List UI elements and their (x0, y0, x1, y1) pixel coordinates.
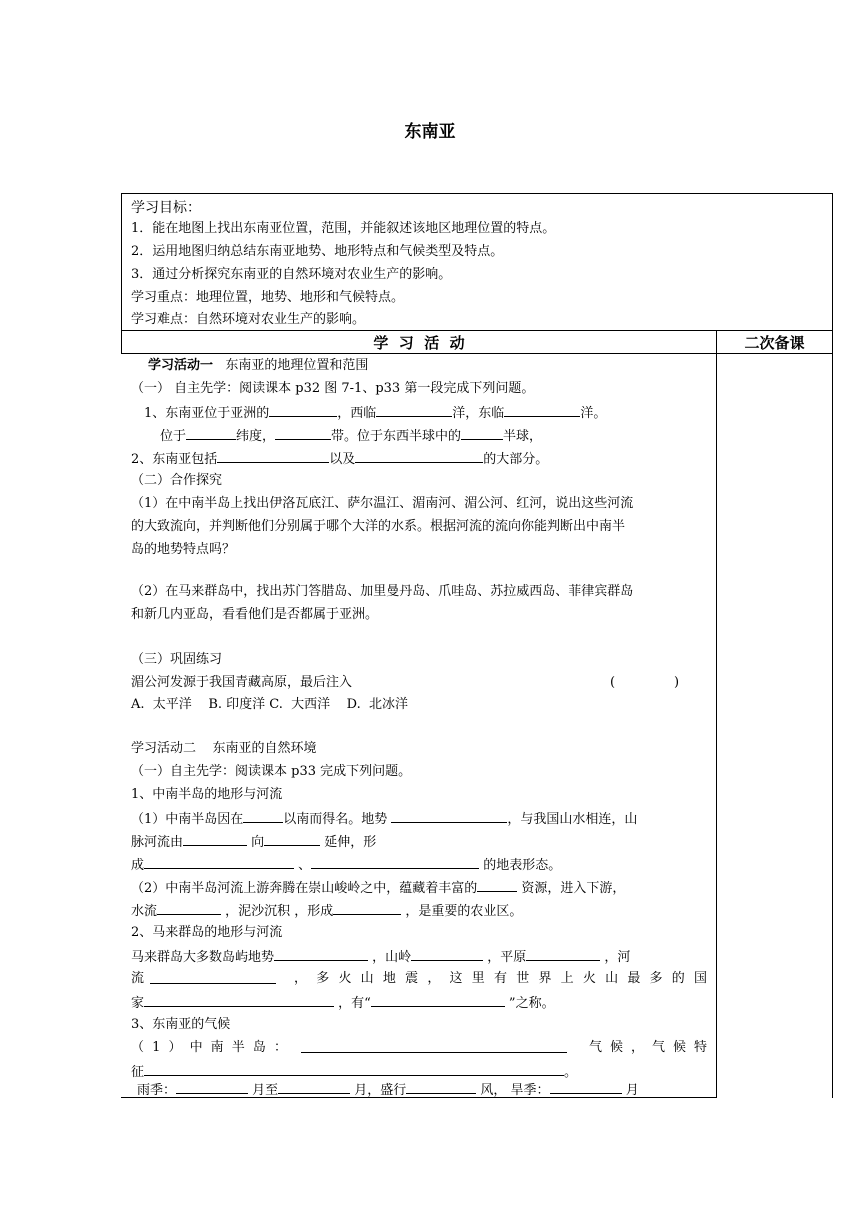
second-prep-header (716, 330, 833, 354)
r1-text-c: ，与我国山水相连，山 (507, 812, 638, 827)
m1-text-c: ，平原 (483, 950, 527, 965)
r4-text-b: 资源，进入下游， (517, 881, 626, 896)
r1-text-b: 以南而得名。地势 (283, 812, 392, 827)
answer-paren-left: ( (610, 675, 616, 690)
r2-text-a: 脉河流由 (131, 835, 184, 850)
answer-blank[interactable] (391, 810, 507, 823)
answer-blank[interactable] (144, 856, 294, 869)
c3-text-d: 风， 旱季： (476, 1083, 550, 1098)
goal-item-1: 1．能在地图上找出东南亚位置，范围，并能叙述该地区地理位置的特点。 (131, 221, 556, 236)
answer-blank[interactable] (376, 404, 452, 417)
c2-text-a: 征 (131, 1065, 145, 1080)
m2-text-b: ，多火山地震，这里有世界上火山最多的国 (294, 971, 707, 986)
q1-text-d: 洋。 (580, 406, 607, 421)
answer-blank[interactable] (311, 856, 479, 869)
column-divider (716, 354, 717, 1098)
q2-text-b: 以及 (329, 452, 356, 467)
c1-text-a: （1）中南半岛： (131, 1040, 287, 1055)
c1-text-b: 气候，气候特 (589, 1040, 707, 1055)
m1-text-b: ，山岭 (368, 950, 412, 965)
q2-text-c: 的大部分。 (483, 452, 549, 467)
m1-text-a: 马来群岛大多数岛屿地势 (131, 950, 275, 965)
a2-malay-row-3 (131, 994, 555, 1012)
key-point: 学习重点：地理位置，地势、地形和气候特点。 (131, 290, 405, 305)
difficult-point: 学习难点：自然环境对农业生产的影响。 (131, 312, 366, 327)
a1-question-1 (144, 404, 606, 422)
a1-para-2-line-1: （2）在马来群岛中，找出苏门答腊岛、加里曼丹岛、爪哇岛、苏拉威西岛、菲律宾群岛 (131, 584, 634, 599)
m3-text-c: ”之称。 (504, 996, 555, 1011)
a1-para-2-line-2: 和新几内亚岛，看看他们是否都属于亚洲。 (131, 607, 379, 622)
answer-blank[interactable] (301, 1040, 567, 1053)
learning-goals-box (121, 193, 833, 330)
c3-text-a: 雨季： (137, 1083, 177, 1098)
answer-blank[interactable] (275, 427, 331, 440)
m3-text-b: ，有“ (334, 996, 371, 1011)
activities-header (121, 330, 716, 354)
a1-cooperative-heading: （二）合作探究 (131, 473, 223, 488)
q1-text-h: 半球， (503, 429, 543, 444)
answer-blank[interactable] (144, 1063, 564, 1076)
a2-heading-2: 2、马来群岛的地形与河流 (131, 925, 283, 940)
a1-para-1-line-2: 的大致流向，并判断他们分别属于哪个大洋的水系。根据河流的流向你能判断出中南半 (131, 519, 626, 534)
r2-text-b: 向 (247, 835, 265, 850)
answer-blank[interactable] (243, 810, 283, 823)
answer-blank[interactable] (217, 450, 329, 463)
answer-blank[interactable] (526, 948, 600, 961)
a1-self-study: （一） 自主先学：阅读课本 p32 图 7-1、p33 第一段完成下列问题。 (131, 381, 535, 396)
r3-text-a: 成 (131, 858, 145, 873)
a1-question-2 (131, 450, 548, 468)
a2-row-5 (131, 902, 522, 920)
answer-blank[interactable] (186, 427, 236, 440)
q1-text-b: ，西临 (337, 406, 377, 421)
a2-row-1 (131, 810, 637, 828)
c3-text-c: 月，盛行 (350, 1083, 407, 1098)
answer-blank[interactable] (550, 1081, 622, 1094)
q1-text-a: 1、东南亚位于亚洲的 (144, 406, 270, 421)
answer-blank[interactable] (278, 1081, 350, 1094)
m3-text-a: 家 (131, 996, 145, 1011)
answer-blank[interactable] (477, 879, 517, 892)
r5-text-a: 水流 (131, 904, 158, 919)
a1-para-1-line-1: （1）在中南半岛上找出伊洛瓦底江、萨尔温江、湄南河、湄公河、红河，说出这些河流 (131, 496, 634, 511)
r3-text-c: 的地表形态。 (479, 858, 562, 873)
a2-malay-row-1 (131, 948, 630, 966)
answer-blank[interactable] (504, 404, 580, 417)
a2-row-3 (131, 856, 561, 874)
a1-question-1-cont (160, 427, 542, 445)
answer-paren-right: ) (674, 675, 680, 690)
answer-blank[interactable] (183, 833, 247, 846)
c3-text-b: 月至 (248, 1083, 279, 1098)
a1-practice-heading: （三）巩固练习 (131, 652, 223, 667)
a1-para-1-line-3: 岛的地势特点吗？ (131, 542, 236, 557)
m1-text-d: ，河 (600, 950, 631, 965)
second-prep-header-label: 二次备课 (744, 333, 805, 352)
a2-climate-row-2 (131, 1063, 577, 1081)
a2-heading-1: 1、中南半岛的地形与河流 (131, 787, 283, 802)
r2-text-c: 延伸，形 (320, 835, 377, 850)
a2-row-2 (131, 833, 376, 851)
c2-text-b: 。 (564, 1065, 578, 1080)
r1-text-a: （1）中南半岛因在 (131, 812, 244, 827)
q1-text-g: 带。位于东西半球中的 (331, 429, 462, 444)
answer-blank[interactable] (269, 404, 337, 417)
q1-text-c: 洋，东临 (452, 406, 505, 421)
answer-blank[interactable] (461, 427, 503, 440)
activity-1-title-rest: 东南亚的地理位置和范围 (225, 358, 369, 373)
right-border (832, 354, 833, 1098)
a1-exercise-options: A. 太平洋 B. 印度洋 C. 大西洋 D. 北冰洋 (131, 697, 409, 712)
answer-blank[interactable] (355, 450, 483, 463)
q2-text-a: 2、东南亚包括 (131, 452, 218, 467)
answer-blank[interactable] (371, 994, 505, 1007)
activity-1-heading (148, 358, 368, 374)
a2-climate-row-3 (137, 1081, 639, 1099)
activity-2-heading: 学习活动二 东南亚的自然环境 (131, 741, 317, 756)
goal-item-3: 3．通过分析探究东南亚的自然环境对农业生产的影响。 (131, 267, 452, 282)
answer-blank[interactable] (264, 833, 320, 846)
goals-heading: 学习目标： (131, 200, 201, 216)
activities-header-label: 学 习 活 动 (373, 333, 465, 352)
answer-blank[interactable] (176, 1081, 248, 1094)
answer-blank[interactable] (333, 902, 401, 915)
answer-blank[interactable] (144, 994, 334, 1007)
a2-row-4 (131, 879, 625, 897)
activity-1-title: 学习活动一 (148, 358, 214, 373)
a2-self-study: （一）自主先学：阅读课本 p33 完成下列问题。 (131, 764, 412, 779)
r3-text-b: 、 (294, 858, 312, 873)
r5-text-c: ，是重要的农业区。 (401, 904, 523, 919)
m2-text-a: 流 (131, 971, 145, 986)
answer-blank[interactable] (411, 948, 483, 961)
answer-blank[interactable] (157, 902, 221, 915)
answer-blank[interactable] (406, 1081, 476, 1094)
a2-heading-3: 3、东南亚的气候 (131, 1017, 231, 1032)
a1-exercise-question: 湄公河发源于我国青藏高原，最后注入 (131, 675, 353, 690)
goal-item-2: 2．运用地图归纳总结东南亚地势、地形特点和气候类型及特点。 (131, 244, 504, 259)
page-title: 东南亚 (404, 122, 456, 142)
answer-blank[interactable] (150, 971, 276, 984)
a2-climate-row-1 (131, 1040, 707, 1056)
a2-malay-row-2 (131, 971, 707, 987)
q1-text-f: 纬度， (236, 429, 276, 444)
r4-text-a: （2）中南半岛河流上游奔腾在崇山峻岭之中，蕴藏着丰富的 (131, 881, 478, 896)
c3-text-e: 月 (621, 1083, 639, 1098)
answer-blank[interactable] (274, 948, 368, 961)
q1-text-e: 位于 (160, 429, 187, 444)
r5-text-b: ，泥沙沉积 ，形成 (221, 904, 334, 919)
